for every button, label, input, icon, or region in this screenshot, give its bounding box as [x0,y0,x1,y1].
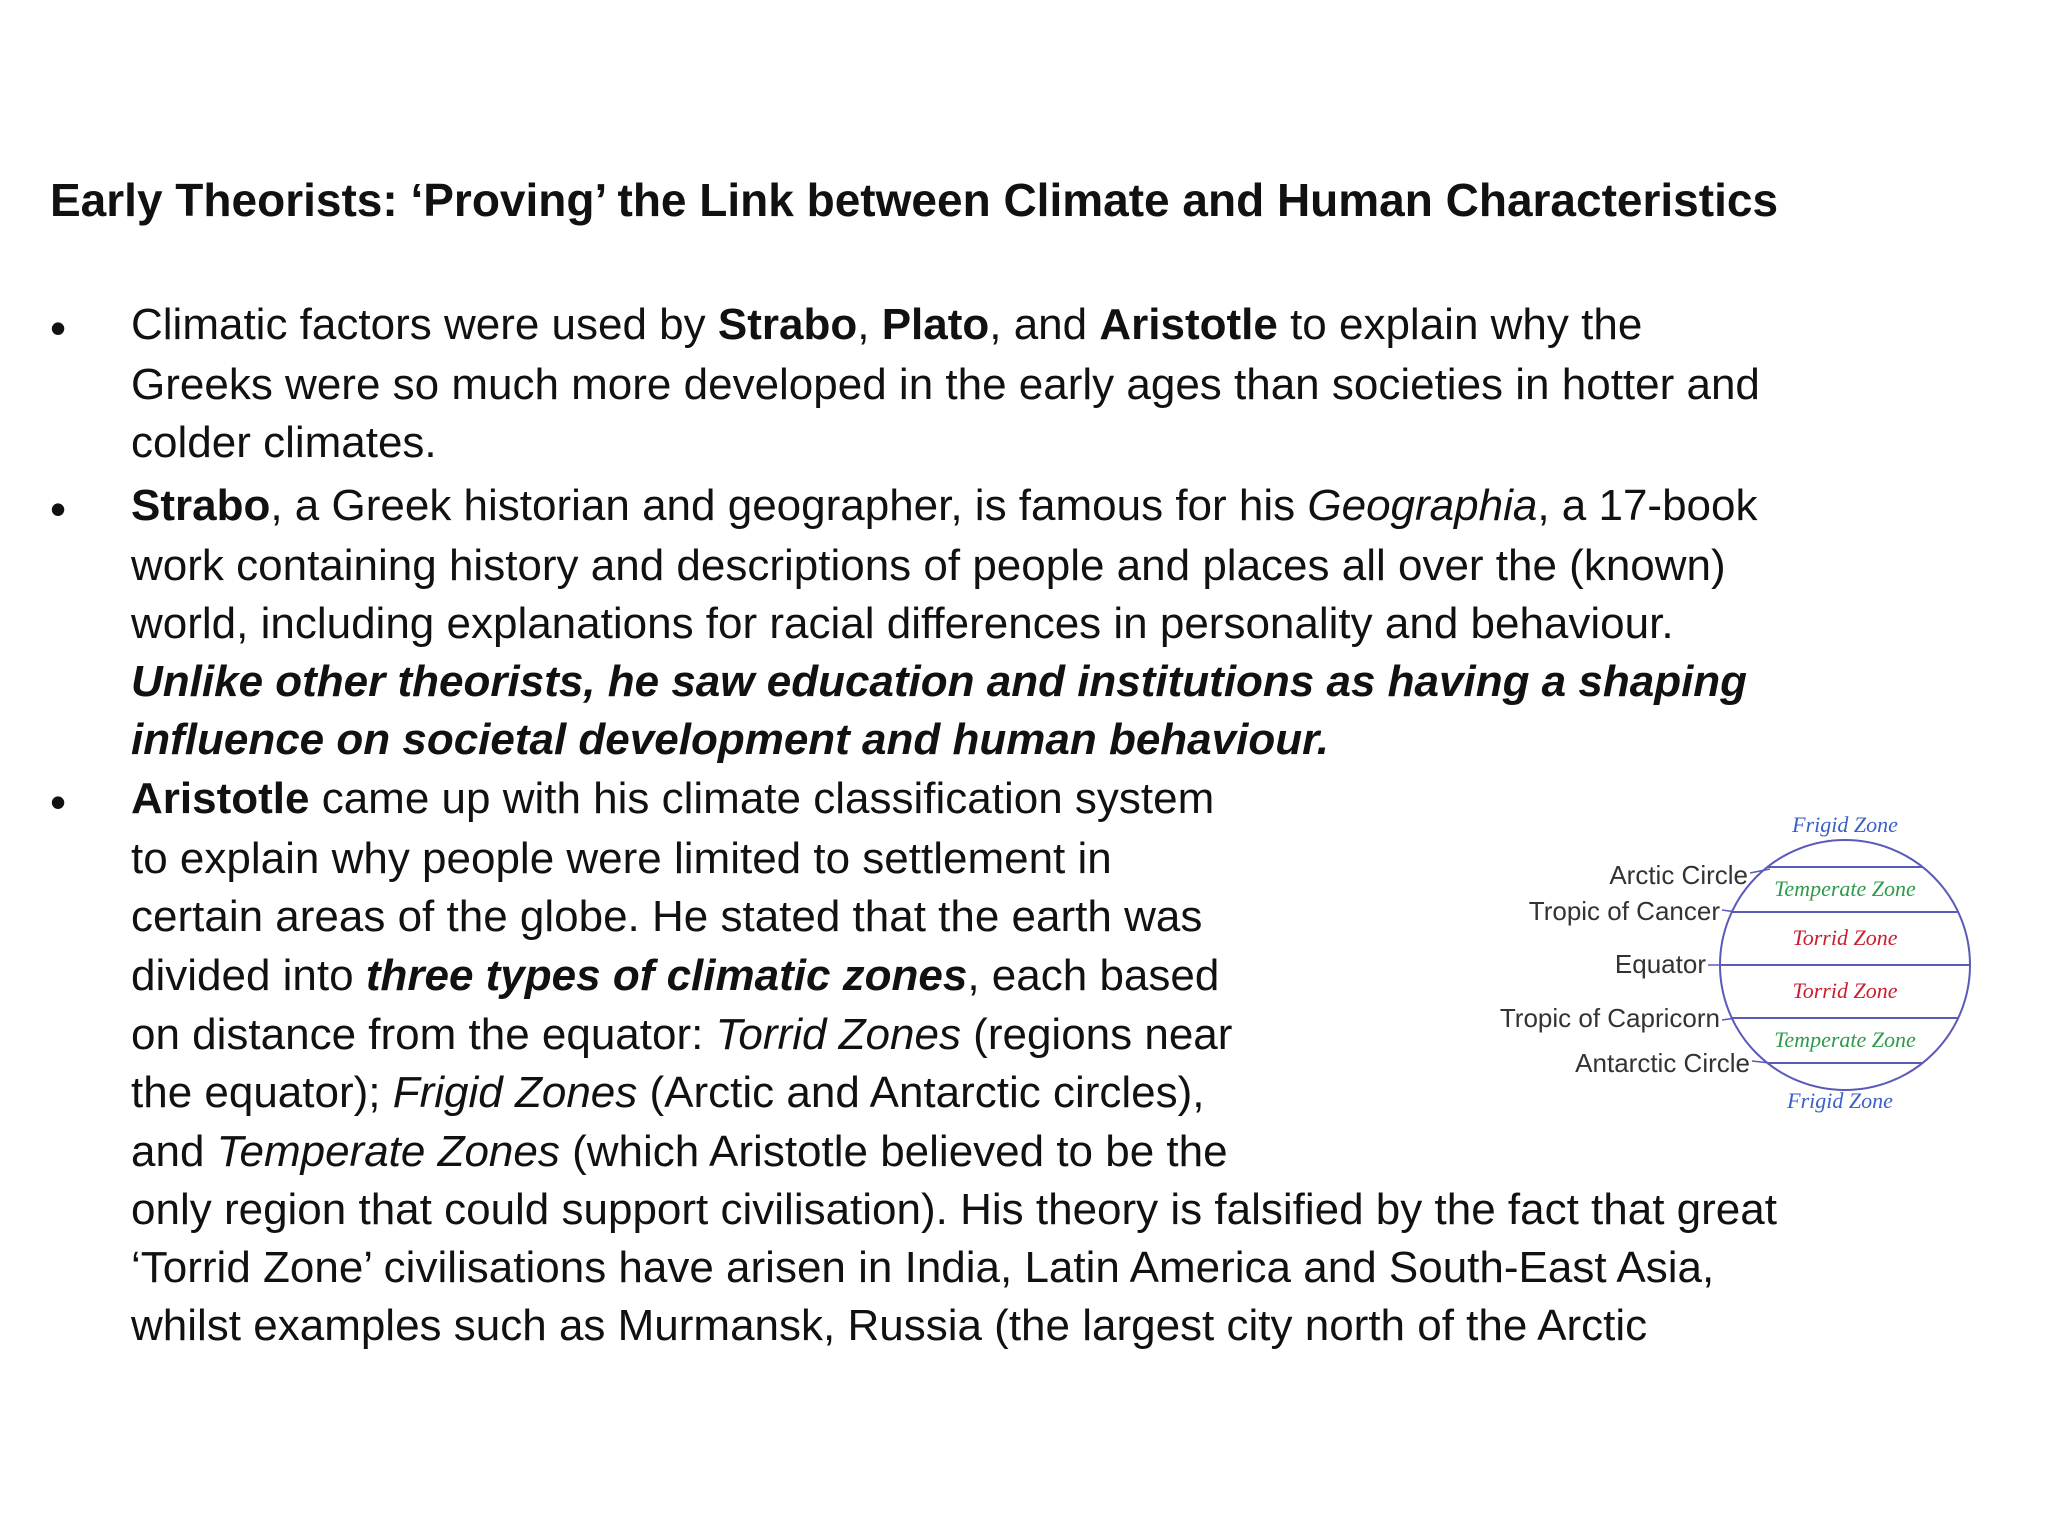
bullet-1-line-1: Climatic factors were used by Strabo, Plato, and Aristotle to explain why the [131,300,1643,349]
climate-zones-globe-svg [1460,790,2000,1130]
strabo-name: Strabo [131,481,271,530]
bullet-2-marker: • [50,483,67,535]
bullet-3-line-7: and Temperate Zones (which Aristotle believed to be the [131,1127,1228,1176]
bullet-2-line-3: world, including explanations for racial differences in personality and behaviour. [131,599,1674,648]
antarctic-pointer [1752,1061,1770,1063]
bullet-2-line-5: influence on societal development and human behaviour. [131,715,1330,764]
bullet-3-line-9: ‘Torrid Zone’ civilisations have arisen in India, Latin America and South-East Asia, [131,1243,1715,1292]
frigid-zones-term: Frigid Zones [392,1068,638,1117]
bullet-1-line-2: Greeks were so much more developed in the early ages than societies in hotter and [131,360,1760,409]
bullet-1-marker: • [50,302,67,354]
bullet-3-line-3: certain areas of the globe. He stated that the earth was [131,892,1203,941]
aristotle-name: Aristotle [131,774,310,823]
temperate-zone-south-label: Temperate Zone [1774,1027,1916,1052]
bullet-1-line-3: colder climates. [131,418,437,467]
bullet-3-line-2: to explain why people were limited to settlement in [131,834,1112,883]
bullet-3-line-1: Aristotle came up with his climate classification system [131,774,1215,823]
temperate-zones-term: Temperate Zones [216,1127,560,1176]
strabo-name: Strabo [717,300,858,349]
climatic-zones-phrase: three types of climatic zones [365,951,968,1000]
torrid-zones-term: Torrid Zones [715,1010,961,1059]
capricorn-pointer [1722,1018,1736,1020]
temperate-zone-north-label: Temperate Zone [1774,876,1916,901]
frigid-zone-south-label: Frigid Zone [1787,1088,1893,1113]
climate-zones-diagram [1460,790,2000,1130]
bullet-3-line-8: only region that could support civilisation). His theory is falsified by the fact that great [131,1185,1777,1234]
torrid-zone-south-label: Torrid Zone [1792,978,1898,1003]
arctic-circle-label: Arctic Circle [1609,860,1748,890]
bullet-3-marker: • [50,776,67,828]
bullet-2-line-1: Strabo, a Greek historian and geographer, is famous for his Geographia, a 17-book [131,481,1758,530]
bullet-2-line-4: Unlike other theorists, he saw education and institutions as having a shaping [131,657,1748,706]
torrid-zone-north-label: Torrid Zone [1792,925,1898,950]
aristotle-name: Aristotle [1099,300,1278,349]
plato-name: Plato [881,300,990,349]
frigid-zone-north-label: Frigid Zone [1792,812,1898,837]
bullet-3-line-5: on distance from the equator: Torrid Zones (regions near [131,1010,1233,1059]
tropic-of-capricorn-label: Tropic of Capricorn [1499,1003,1720,1033]
antarctic-circle-label: Antarctic Circle [1575,1048,1750,1078]
bullet-3-line-4: divided into three types of climatic zones, each based [131,951,1220,1000]
equator-label: Equator [1614,949,1706,979]
bullet-2-line-2: work containing history and descriptions of people and places all over the (known) [131,541,1726,590]
bullet-3-line-10: whilst examples such as Murmansk, Russia (the largest city north of the Arctic [131,1301,1648,1350]
cancer-pointer [1722,910,1736,912]
tropic-of-cancer-label: Tropic of Cancer [1528,896,1720,926]
page-title: Early Theorists: ‘Proving’ the Link between Climate and Human Characteristics [50,174,1779,226]
geographia-title: Geographia [1307,481,1538,530]
bullet-3-line-6: the equator); Frigid Zones (Arctic and Antarctic circles), [131,1068,1205,1117]
